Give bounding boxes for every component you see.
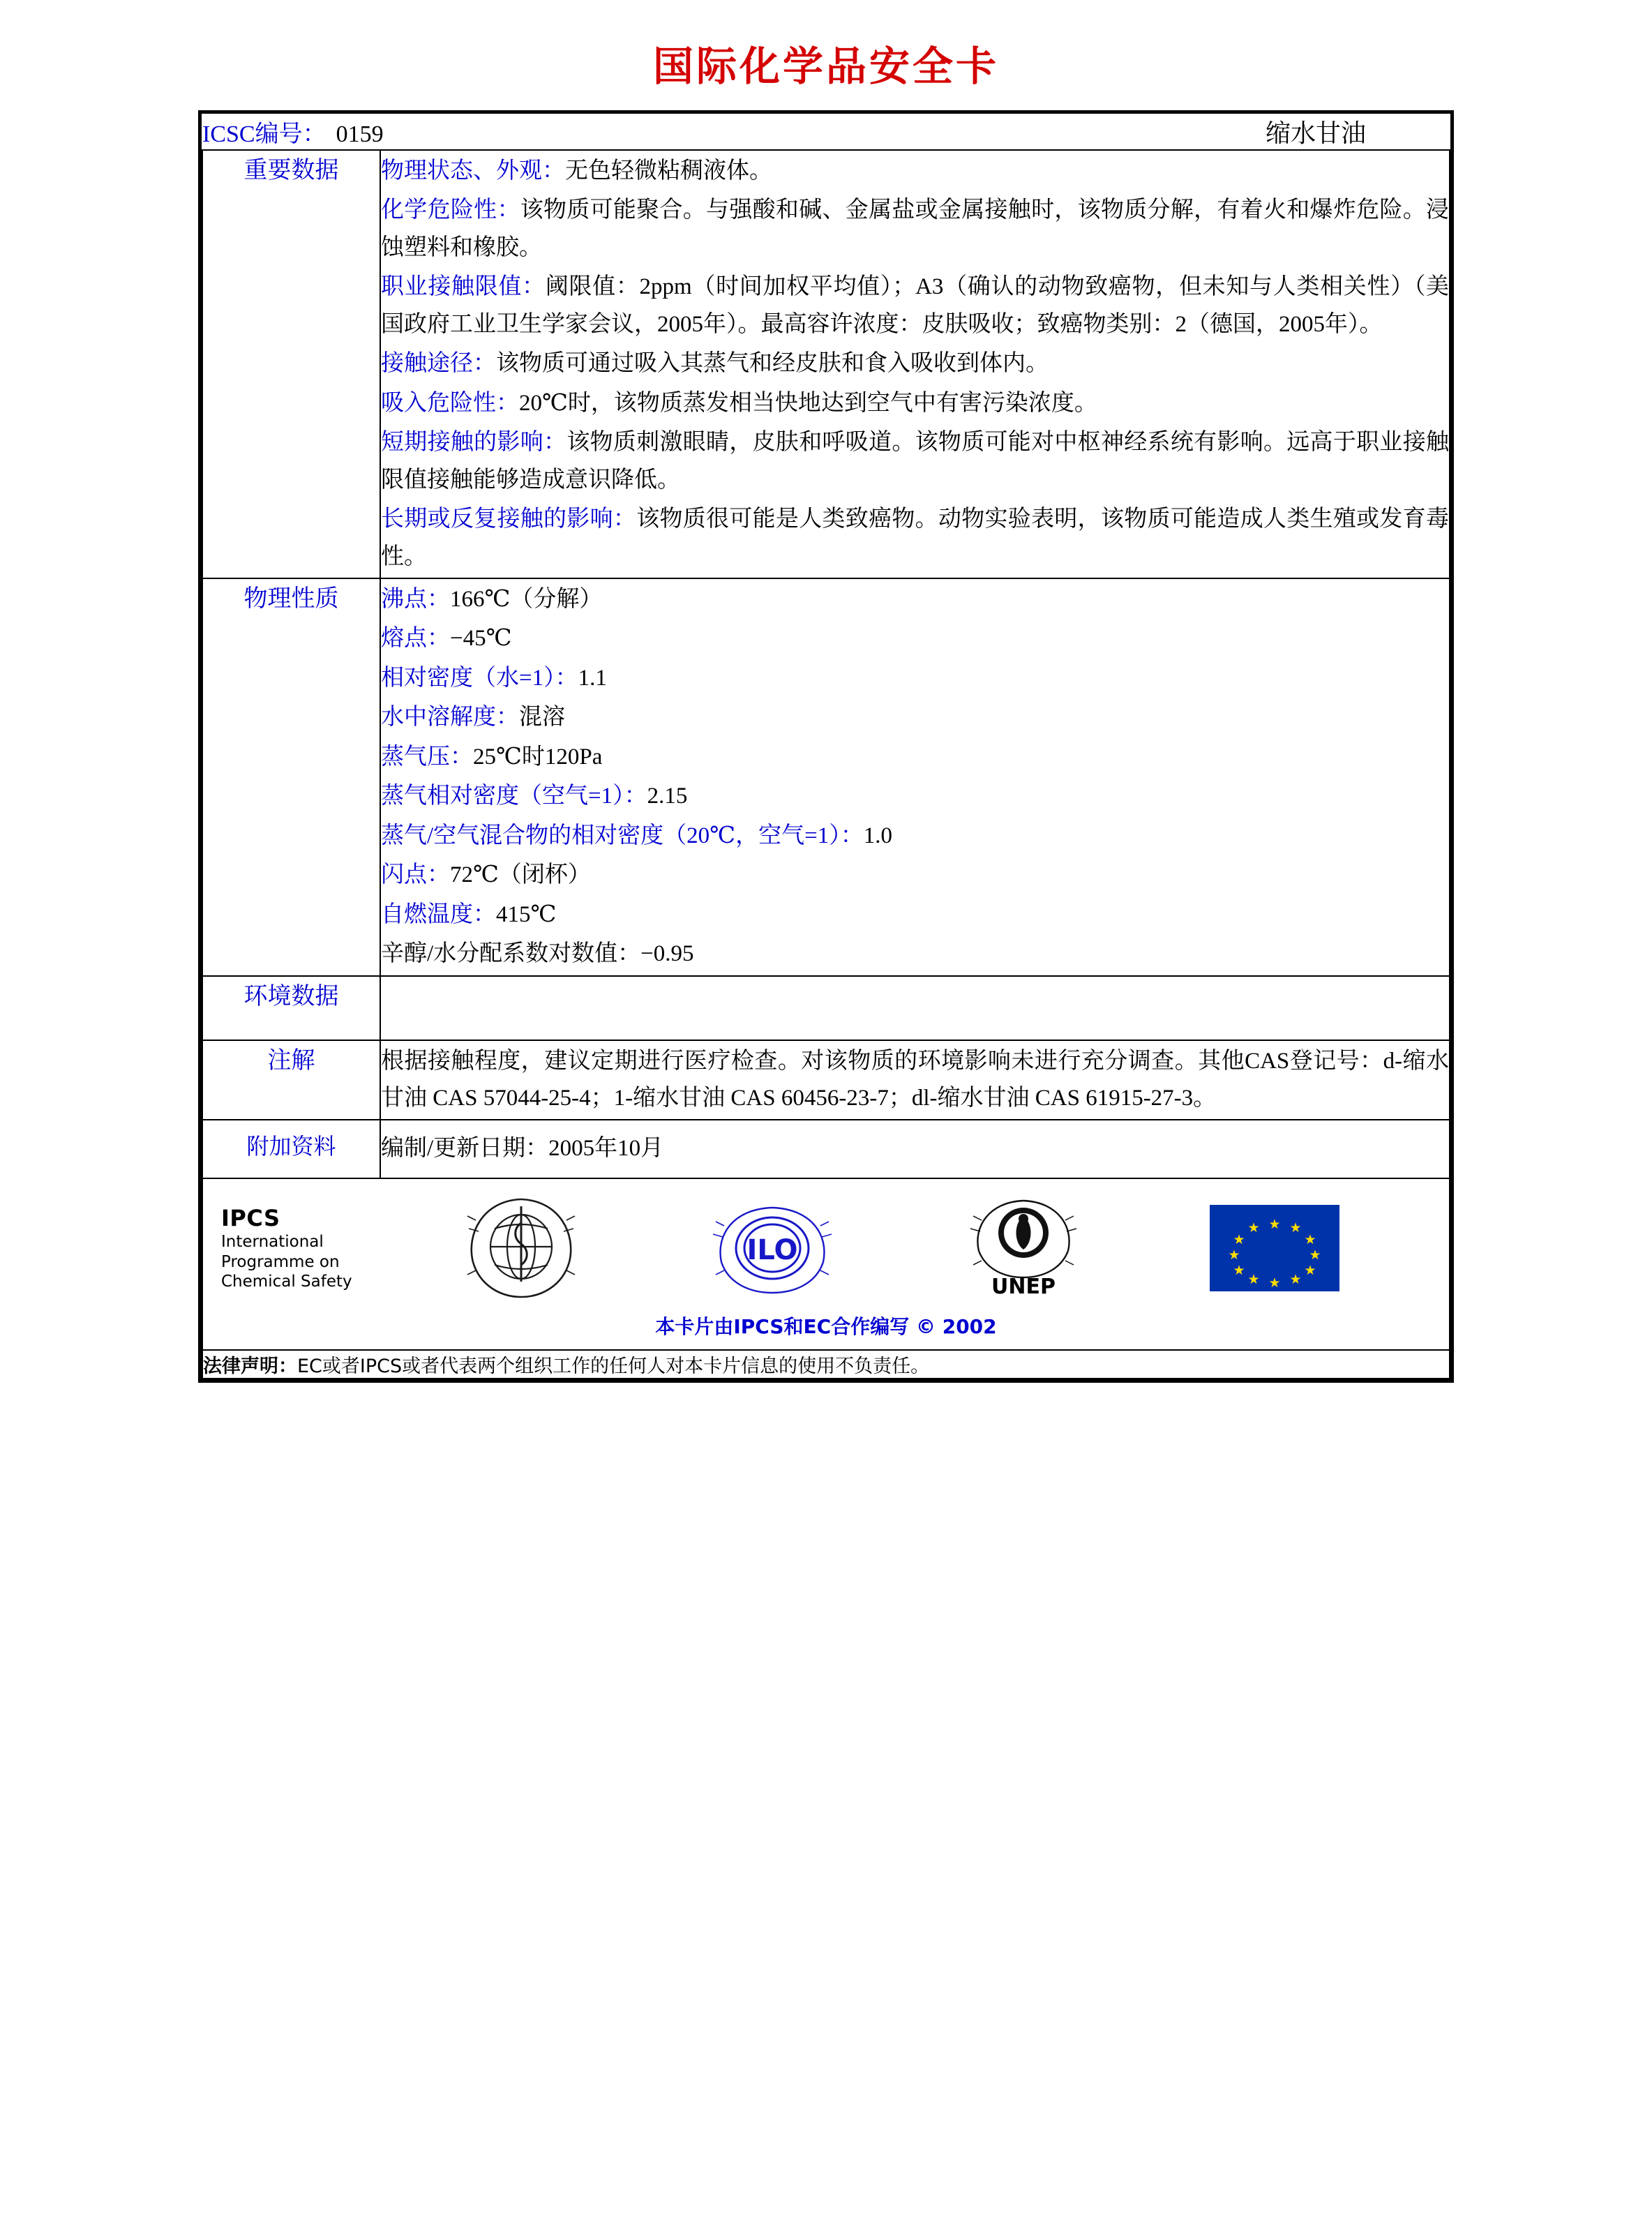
row-notes: [202, 1040, 1450, 1120]
item-value: 无色轻微粘稠液体。: [565, 158, 772, 183]
item-key: 接触途径：: [381, 351, 496, 377]
icsc-card: [198, 110, 1454, 1383]
unep-label: UNEP: [991, 1275, 1056, 1300]
item-value: 该物质很可能是人类致癌物。动物实验表明，该物质可能造成人类生殖或发育毒性。: [381, 507, 1450, 569]
prop-vapour-relative-density: [381, 778, 1449, 815]
item-key: 职业接触限值：: [381, 274, 546, 300]
prop-key: 沸点：: [381, 586, 450, 612]
prop-value: 25℃时120Pa: [473, 744, 603, 770]
svg-text:★: ★: [1233, 1262, 1245, 1278]
prop-value: 混溶: [519, 705, 565, 730]
svg-text:★: ★: [1309, 1247, 1321, 1263]
ipcs-name: IPCS: [221, 1204, 280, 1231]
icsc-number-value: 0159: [336, 121, 384, 147]
item-inhalation-risk: [381, 385, 1449, 422]
row-legal: [202, 1350, 1450, 1379]
page-title: 国际化学品安全卡: [652, 43, 999, 90]
legal-notice: [202, 1350, 1450, 1379]
icsc-number-label: ICSC编号：: [202, 121, 326, 147]
unep-logo: [954, 1189, 1093, 1307]
notes-text: 根据接触程度，建议定期进行医疗检查。对该物质的环境影响未进行充分调查。其他CAS登记号：d-缩水甘油 CAS 57044-25-4；1-缩水甘油 CAS 60456-23-7；dl-缩水甘油 CAS 61915-27-3。: [381, 1048, 1449, 1111]
prop-autoignition-temperature: [381, 896, 1449, 933]
content-physical-properties: [380, 578, 1450, 976]
svg-text:★: ★: [1247, 1271, 1260, 1287]
svg-text:★: ★: [1247, 1220, 1260, 1236]
prop-value: 72℃（闭杯）: [450, 862, 591, 888]
row-environmental-data: [202, 976, 1450, 1040]
content-environmental-data: [380, 976, 1450, 1040]
prop-value: 1.0: [863, 823, 892, 848]
prop-value: 166℃（分解）: [450, 586, 603, 612]
prop-key: 自燃温度：: [381, 901, 496, 927]
prop-key: 辛醇/水分配系数对数值：: [381, 941, 641, 967]
svg-text:★: ★: [1304, 1231, 1316, 1247]
prop-key: 闪点：: [381, 862, 450, 888]
prop-value: 2.15: [647, 783, 688, 809]
row-additional-info: [202, 1120, 1450, 1178]
svg-text:★: ★: [1289, 1271, 1302, 1287]
eu-flag-logo: [1205, 1189, 1344, 1307]
prop-boiling-point: [381, 581, 1449, 618]
item-value: 该物质可通过吸入其蒸气和经皮肤和食入吸收到体内。: [496, 351, 1049, 377]
prop-value: −45℃: [450, 626, 512, 652]
prop-vapour-air-mixture-density: [381, 818, 1449, 855]
prop-flash-point: [381, 857, 1449, 894]
footer-logos: [202, 1178, 1450, 1350]
item-short-term-effects: [381, 424, 1449, 499]
content-important-data: [380, 150, 1450, 578]
card-header: [202, 114, 1450, 150]
item-key: 化学危险性：: [381, 197, 520, 223]
prop-key: 蒸气压：: [381, 744, 473, 770]
prop-key: 蒸气相对密度（空气=1）：: [381, 783, 647, 809]
label-important-data: 重要数据: [202, 150, 380, 578]
svg-text:★: ★: [1228, 1247, 1240, 1263]
label-notes: 注解: [202, 1040, 380, 1120]
prop-logpow: [381, 936, 1449, 973]
item-key: 物理状态、外观：: [381, 158, 565, 183]
item-key: 短期接触的影响：: [381, 430, 567, 456]
item-value: 该物质刺激眼睛，皮肤和呼吸道。该物质可能对中枢神经系统有影响。远高于职业接触限值接触能够造成意识降低。: [381, 430, 1450, 493]
prop-relative-density: [381, 660, 1449, 697]
legal-text: EC或者IPCS或者代表两个组织工作的任何人对本卡片信息的使用不负责任。: [297, 1355, 930, 1377]
svg-text:★: ★: [1289, 1220, 1302, 1236]
card-header-row: [202, 114, 1450, 150]
ipcs-sub-line3: Chemical Safety: [221, 1273, 352, 1291]
item-key: 长期或反复接触的影响：: [381, 507, 637, 532]
item-exposure-limits: [381, 269, 1449, 343]
item-physical-state: [381, 153, 1449, 190]
row-physical-properties: [202, 578, 1450, 976]
svg-text:★: ★: [1233, 1231, 1245, 1247]
prop-vapour-pressure: [381, 739, 1449, 776]
label-environmental-data: 环境数据: [202, 976, 380, 1040]
svg-text:★: ★: [1268, 1275, 1281, 1291]
chemical-name: 缩水甘油: [1265, 119, 1366, 147]
item-long-term-effects: [381, 501, 1449, 576]
svg-text:ILO: ILO: [746, 1233, 798, 1266]
prop-key: 相对密度（水=1）：: [381, 665, 578, 691]
item-key: 吸入危险性：: [381, 390, 519, 416]
label-additional-info: 附加资料: [202, 1120, 380, 1178]
prop-key: 蒸气/空气混合物的相对密度（20℃，空气=1）：: [381, 823, 864, 848]
legal-label: 法律声明：: [203, 1355, 297, 1377]
row-important-data: [202, 150, 1450, 578]
content-additional-info: 编制/更新日期：2005年10月: [380, 1120, 1450, 1178]
prop-value: −0.95: [640, 941, 694, 967]
item-value: 阈限值：2ppm（时间加权平均值）；A3（确认的动物致癌物，但未知与人类相关性）（美国政府工业卫生学家会议，2005年）。最高容许浓度：皮肤吸收；致癌物类别：2（德国，2005年）。: [381, 274, 1450, 337]
ipcs-block: [210, 1204, 396, 1292]
credit-text: 本卡片由IPCS和EC合作编写 © 2002: [655, 1314, 997, 1338]
prop-key: 水中溶解度：: [381, 705, 519, 730]
icsc-table: [202, 114, 1450, 1379]
item-routes-of-exposure: [381, 345, 1449, 382]
label-physical-properties: 物理性质: [202, 578, 380, 976]
prop-value: 1.1: [578, 665, 607, 691]
ipcs-sub-line2: Programme on: [221, 1252, 340, 1271]
row-logos: [202, 1178, 1450, 1350]
item-chemical-danger: [381, 192, 1449, 267]
prop-water-solubility: [381, 699, 1449, 736]
svg-text:★: ★: [1268, 1216, 1281, 1232]
ipcs-sub-line1: International: [221, 1232, 324, 1251]
prop-value: 415℃: [496, 901, 557, 927]
who-logo: [451, 1189, 591, 1307]
item-value: 20℃时，该物质蒸发相当快地达到空气中有害污染浓度。: [519, 390, 1097, 416]
ilo-logo: [703, 1189, 842, 1307]
prop-key: 熔点：: [381, 626, 450, 652]
svg-text:★: ★: [1304, 1262, 1316, 1278]
prop-melting-point: [381, 620, 1449, 657]
content-notes: [380, 1040, 1450, 1120]
item-value: 该物质可能聚合。与强酸和碱、金属盐或金属接触时，该物质分解，有着火和爆炸危险。浸蚀塑料和橡胶。: [381, 197, 1450, 260]
